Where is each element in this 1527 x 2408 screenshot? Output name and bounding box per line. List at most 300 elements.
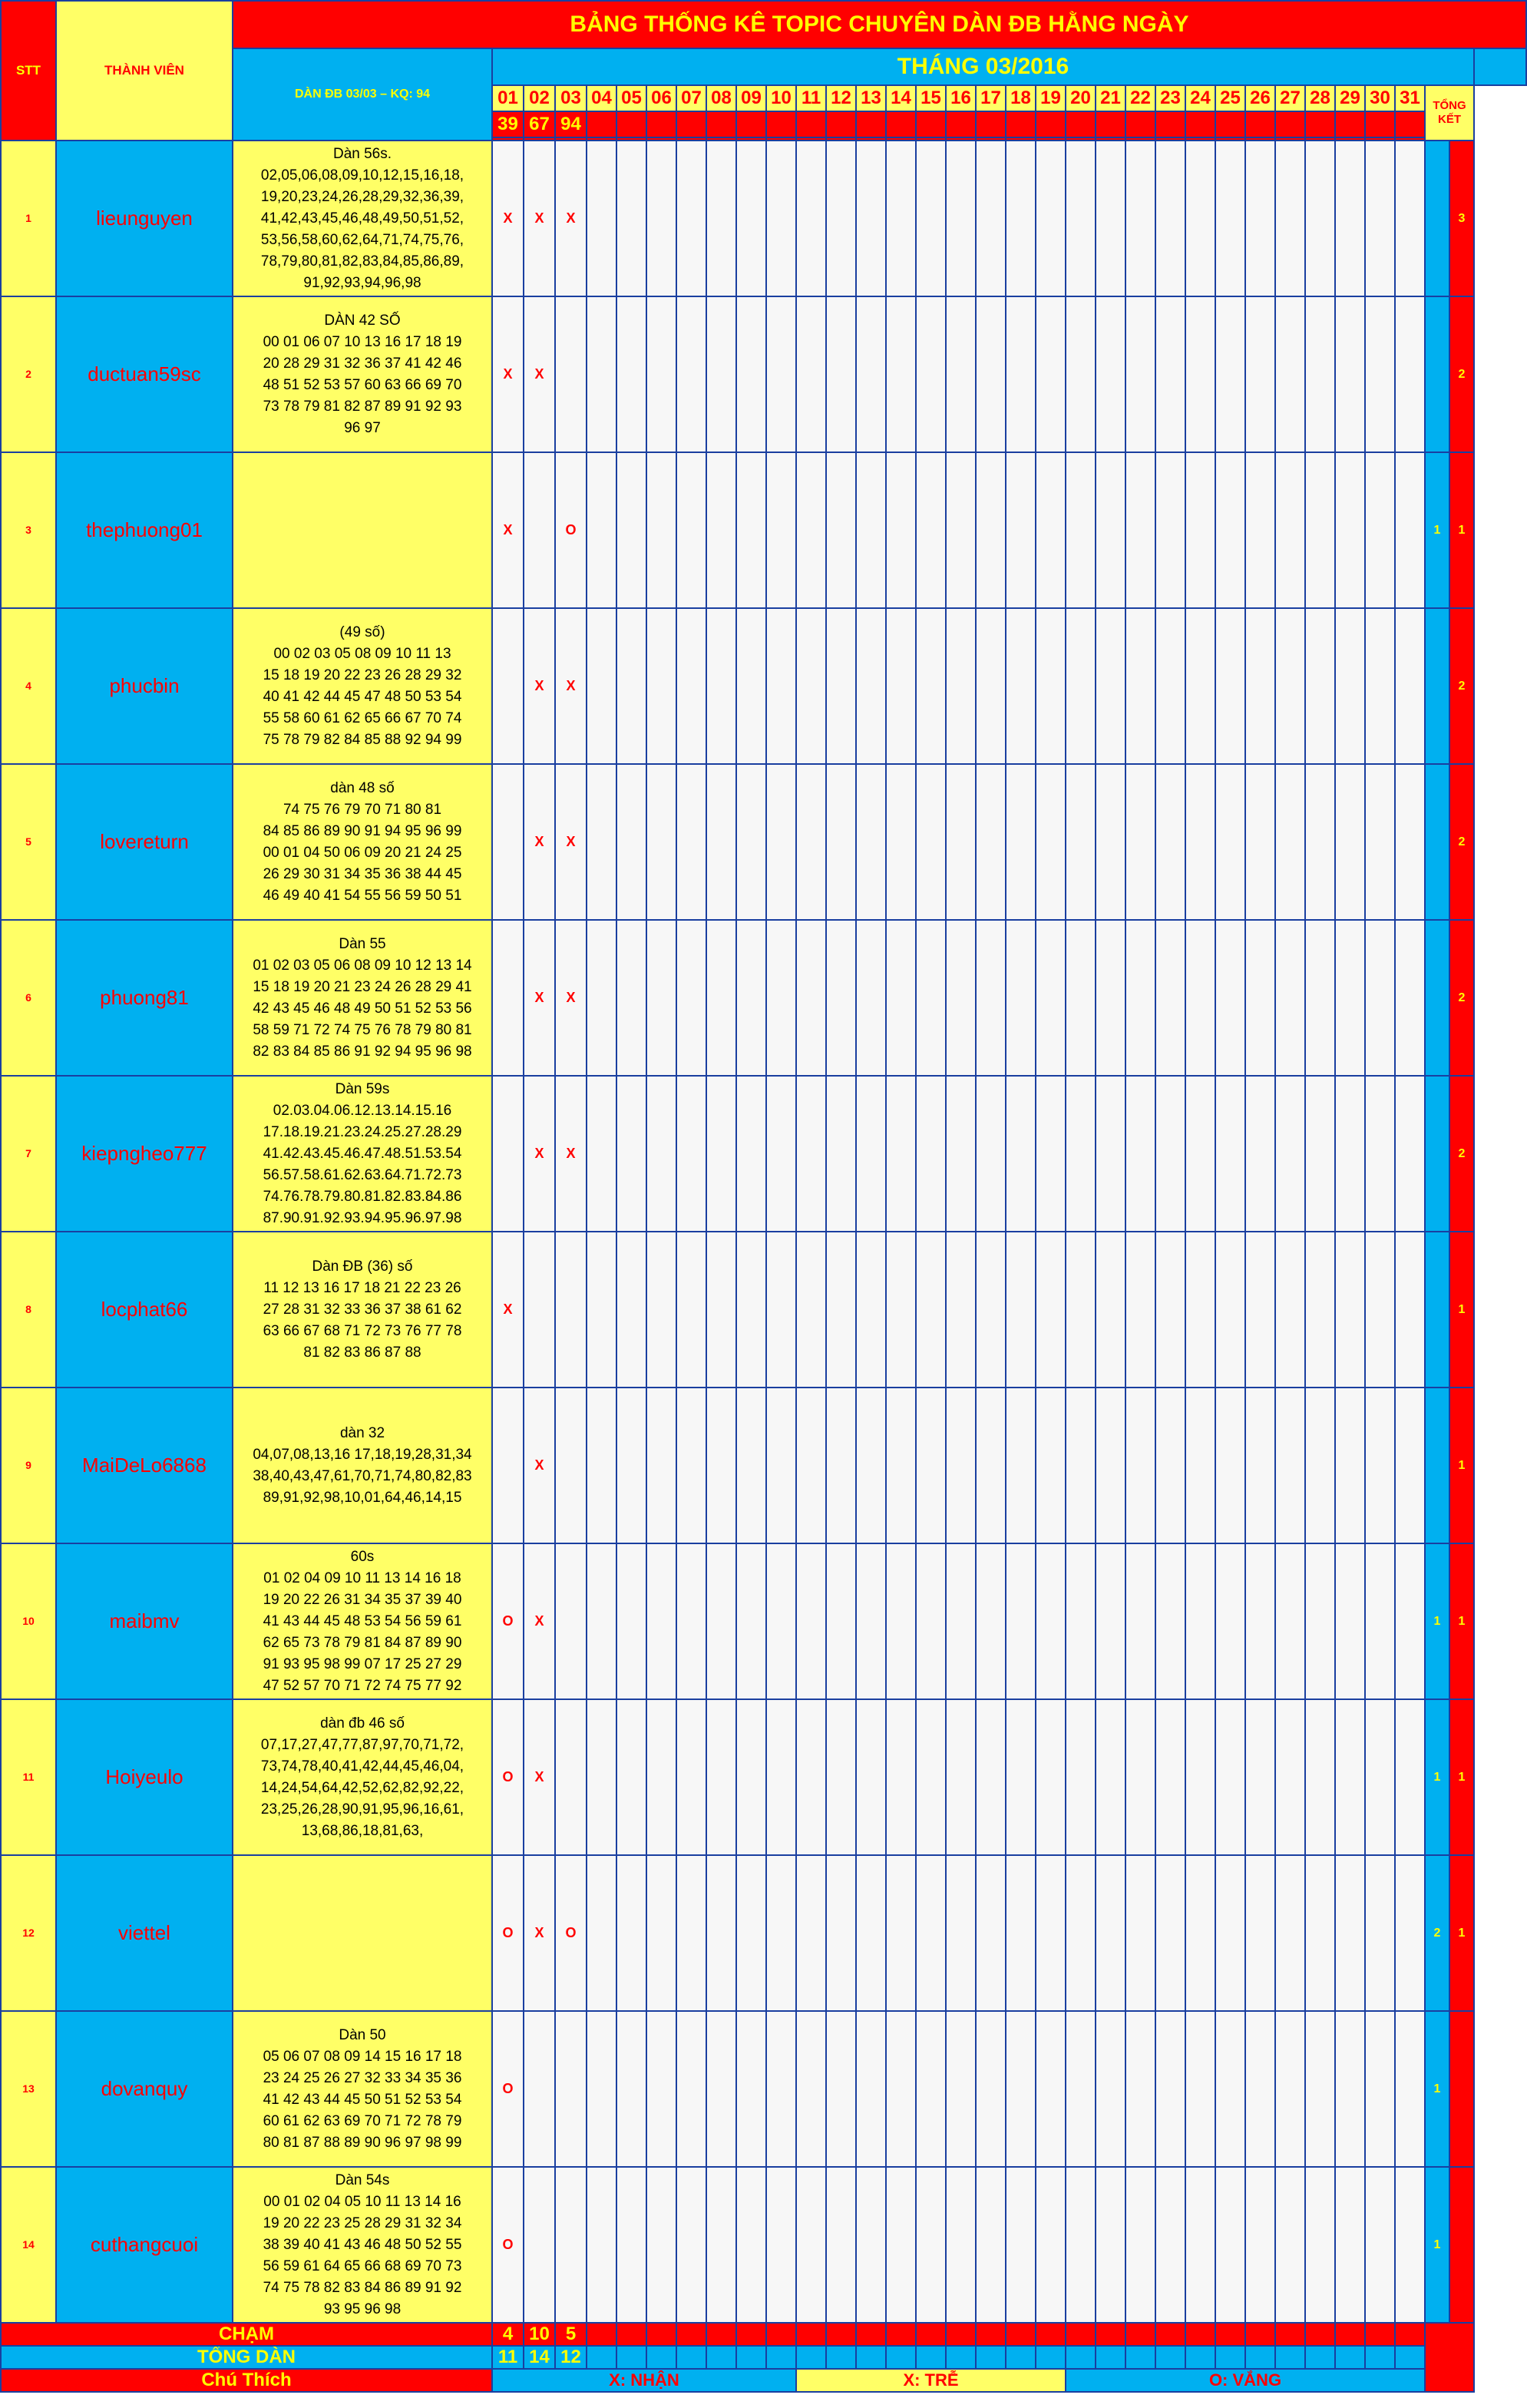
day-cell [1036,1388,1066,1543]
day-label: 13 [861,88,881,108]
day-cell [766,920,796,1076]
day-label: 25 [1220,88,1241,108]
day-cell [524,764,555,920]
day-label: 17 [980,88,1001,108]
day-cell [766,2167,796,2323]
day-cell [1395,2167,1425,2323]
day-cell [1335,452,1365,608]
day-cell [1096,452,1125,608]
day-label: 20 [1070,88,1091,108]
day-label: 21 [1100,88,1121,108]
tongdan-row-day-cell [1125,2346,1155,2369]
day-cell [886,764,916,920]
result-cell [1335,111,1365,137]
result-cell [1096,111,1125,137]
day-cell [1155,1543,1185,1699]
nhan-count: 1 [1458,1926,1466,1940]
cham-row-day-cell [886,2323,916,2346]
member-cell [56,141,233,296]
result-cell [1215,111,1245,137]
day-cell [1096,2167,1125,2323]
day-cell [766,452,796,608]
member-cell [56,920,233,1076]
day-cell [1275,1699,1305,1855]
day-cell [492,141,524,296]
cham-row-day-cell [1215,2323,1245,2346]
nhan-count: 1 [1458,1770,1466,1784]
tongdan-row-day-cell [1275,2346,1305,2369]
day-cell [1155,141,1185,296]
day-cell [1185,2011,1215,2167]
day-cell [1036,1076,1066,1232]
dan-text: Dàn 55 01 02 03 05 06 08 09 10 12 13 14 15 18 19 20 21 23 24 26 28 29 41 42 43 45 46 48 49 50 51 52 53 56 58 59 71 72 74 75 76 78 79 80 81 82 83 84 85 86 91 92 94 95 96 98 [253,935,472,1060]
day-cell [555,608,587,764]
day-cell [1036,608,1066,764]
stt-cell [1,920,56,1076]
day-cell [706,1699,736,1855]
result-cell [946,111,976,137]
day-cell [1155,1699,1185,1855]
day-cell [1305,608,1335,764]
tongdan-row-day-cell [766,2346,796,2369]
day-cell [1335,920,1365,1076]
member-row [1,141,1526,296]
member-row [1,1076,1526,1232]
day-cell [1335,764,1365,920]
day-cell [766,296,796,452]
day-cell [916,1076,946,1232]
day-mark: X [534,1146,544,1161]
stt-value: 13 [22,2082,35,2095]
member-cell [56,608,233,764]
stt-cell [1,1543,56,1699]
day-cell [706,296,736,452]
tongdan-row-value: 12 [560,2347,581,2367]
cham-row-day-cell [524,2323,555,2346]
day-cell [1365,1699,1395,1855]
day-cell [1215,2167,1245,2323]
result-value: 39 [497,114,518,134]
member-row [1,2011,1526,2167]
day-mark: X [566,210,576,226]
day-cell [1066,920,1096,1076]
nhan-count-cell [1449,296,1474,452]
day-cell [886,1855,916,2011]
day-cell [492,1855,524,2011]
day-cell [1006,1699,1036,1855]
day-cell [1155,2167,1185,2323]
day-cell [1125,1699,1155,1855]
day-cell [1185,296,1215,452]
day-cell [766,1388,796,1543]
result-cell [826,111,856,137]
day-cell [1245,1076,1275,1232]
day-cell [676,764,706,920]
day-cell [1006,452,1036,608]
cham-row-day-cell [676,2323,706,2346]
vang-count: 1 [1433,2238,1441,2251]
day-cell [1335,296,1365,452]
member-cell [56,1699,233,1855]
result-cell [1125,111,1155,137]
day-cell [916,1855,946,2011]
day-cell [1006,1232,1036,1388]
day-cell [1245,1855,1275,2011]
day-cell [616,2011,646,2167]
day-cell [1395,2011,1425,2167]
day-cell [1036,452,1066,608]
day-cell [1335,1543,1365,1699]
legend-row [1,2369,1526,2392]
nhan-count-cell [1449,764,1474,920]
day-cell [736,452,766,608]
stt-value: 7 [25,1146,31,1159]
day-cell [826,2167,856,2323]
day-cell [646,1699,676,1855]
legend-nhan: X: NHẬN [609,2370,679,2390]
stt-value: 1 [25,211,31,224]
day-cell [492,1699,524,1855]
day-cell [1305,1855,1335,2011]
nhan-count-cell [1449,2167,1474,2323]
day-cell [1245,764,1275,920]
day-cell [856,141,886,296]
day-cell [1096,608,1125,764]
day-cell [587,452,616,608]
day-cell [1066,2011,1096,2167]
nhan-count: 2 [1458,367,1466,381]
day-cell [976,920,1006,1076]
tongdan-row-label-cell [1,2346,492,2369]
day-cell [524,920,555,1076]
day-cell [1305,764,1335,920]
day-cell [555,2167,587,2323]
day-cell [796,608,826,764]
day-cell [587,296,616,452]
day-cell [524,141,555,296]
member-name: phuong81 [100,986,189,1009]
day-cell [587,764,616,920]
day-label: 19 [1040,88,1061,108]
member-name: viettel [118,1921,170,1944]
member-row [1,608,1526,764]
member-cell [56,764,233,920]
day-cell [492,1543,524,1699]
day-label: 01 [497,88,518,108]
day-cell [946,296,976,452]
day-cell [587,2011,616,2167]
day-mark: O [565,522,577,538]
stt-cell [1,1232,56,1388]
day-cell [646,1855,676,2011]
day-cell [1245,608,1275,764]
day-cell [676,1388,706,1543]
tongdan-row-label: TỔNG DÀN [197,2347,296,2367]
day-cell [646,2167,676,2323]
day-cell [555,1855,587,2011]
day-cell [676,1699,706,1855]
day-cell [616,1388,646,1543]
day-cell [676,608,706,764]
day-cell [1185,141,1215,296]
vang-count-cell [1425,452,1449,608]
day-cell [1066,296,1096,452]
vang-count: 1 [1433,1770,1441,1784]
dan-cell [233,452,492,608]
day-cell [676,452,706,608]
day-cell [616,1076,646,1232]
stt-cell [1,296,56,452]
cham-row-day-cell [1245,2323,1275,2346]
day-cell [1125,1855,1155,2011]
tongdan-row-day-cell [1006,2346,1036,2369]
cham-row-label-cell [1,2323,492,2346]
legend-tre: X: TRỄ [903,2370,959,2390]
cham-row-value: 5 [565,2324,577,2344]
dan-cell [233,2167,492,2323]
cham-row-value: 10 [529,2324,550,2344]
dan-text: Dàn 59s 02.03.04.06.12.13.14.15.16 17.18.19.21.23.24.25.27.28.29 41.42.43.45.46.47.48.51.53.54 56.57.58.61.62.63.64.71.72.73 74.76.78.79.80.81.82.83.84.86 87.90.91.92.93.94.95.96.97.98 [263,1080,462,1226]
result-cell [856,111,886,137]
stt-value: 12 [22,1926,35,1939]
stt-cell [1,2167,56,2323]
day-cell [1215,1855,1245,2011]
day-cell [1096,764,1125,920]
dan-cell [233,1543,492,1699]
member-name: phucbin [109,674,180,697]
day-cell [1305,1543,1335,1699]
day-cell [856,2167,886,2323]
result-cell [766,111,796,137]
day-header [1185,85,1215,111]
day-cell [1006,1076,1036,1232]
member-name: MaiDeLo6868 [82,1454,207,1477]
day-cell [1305,1699,1335,1855]
day-cell [1365,1388,1395,1543]
day-cell [1365,2167,1395,2323]
result-cell [706,111,736,137]
result-cell [916,111,946,137]
day-mark: O [502,1769,514,1784]
day-cell [1036,141,1066,296]
stt-cell [1,1855,56,2011]
cham-row [1,2323,1526,2346]
day-label: 31 [1400,88,1420,108]
result-cell [886,111,916,137]
day-header [1335,85,1365,111]
day-cell [946,141,976,296]
day-cell [1275,1855,1305,2011]
day-cell [616,2167,646,2323]
vang-count-cell [1425,2167,1449,2323]
day-label: 12 [831,88,851,108]
tongdan-row-day-cell [1185,2346,1215,2369]
day-cell [976,1699,1006,1855]
member-cell [56,2167,233,2323]
day-cell [856,2011,886,2167]
nhan-count: 1 [1458,1302,1466,1316]
day-cell [856,1855,886,2011]
cham-row-day-cell [736,2323,766,2346]
day-cell [524,296,555,452]
day-cell [616,1543,646,1699]
day-cell [916,296,946,452]
day-cell [946,1543,976,1699]
day-cell [976,1232,1006,1388]
day-cell [826,1232,856,1388]
dan-text: dàn 32 04,07,08,13,16 17,18,19,28,31,34 38,40,43,47,61,70,71,74,80,82,83 89,91,92,98,10,01,64,46,14,15 [253,1424,472,1506]
day-cell [1365,452,1395,608]
day-header [555,85,587,111]
day-header [826,85,856,111]
legend-nhan-cell [492,2369,796,2392]
day-cell [616,1855,646,2011]
vang-count-cell [1425,1543,1449,1699]
day-header [1275,85,1305,111]
day-cell [886,2167,916,2323]
vang-count-cell [1425,1232,1449,1388]
nhan-count-cell [1449,1388,1474,1543]
day-cell [1365,2011,1395,2167]
cham-row-day-cell [555,2323,587,2346]
stt-value: 4 [25,679,31,692]
day-cell [1185,1232,1215,1388]
day-cell [616,608,646,764]
day-cell [946,608,976,764]
day-mark: X [534,1925,544,1940]
day-cell [587,1076,616,1232]
day-mark: X [503,210,513,226]
day-cell [587,141,616,296]
day-cell [856,1232,886,1388]
tongdan-row-day-cell [646,2346,676,2369]
day-cell [676,1232,706,1388]
day-cell [856,1699,886,1855]
nhan-count-cell [1449,452,1474,608]
day-cell [1006,141,1036,296]
day-cell [706,1855,736,2011]
day-label: 05 [621,88,642,108]
day-cell [587,608,616,764]
tongdan-row-day-cell [886,2346,916,2369]
day-mark: X [566,1146,576,1161]
day-cell [1365,1855,1395,2011]
day-cell [1275,296,1305,452]
day-cell [886,1076,916,1232]
day-cell [1215,141,1245,296]
stt-cell [1,764,56,920]
summary-header-label: TỔNG KẾT [1433,99,1466,126]
day-cell [524,1543,555,1699]
day-cell [587,1232,616,1388]
result-cell [676,111,706,137]
member-row [1,764,1526,920]
day-label: 09 [741,88,762,108]
vang-count: 1 [1433,2082,1441,2095]
dan-cell [233,608,492,764]
day-header [796,85,826,111]
dan-header [233,48,492,141]
day-cell [1006,608,1036,764]
day-label: 07 [681,88,702,108]
day-cell [1155,1855,1185,2011]
day-cell [796,452,826,608]
dan-text: 60s 01 02 04 09 10 11 13 14 16 18 19 20 22 26 31 34 35 37 39 40 41 43 44 45 48 53 54 56 59 61 62 65 73 78 79 81 84 87 89 90 91 93 95 98 99 07 17 25 27 29 47 52 57 70 71 72 74 75 77 92 [263,1548,462,1694]
day-cell [1305,1076,1335,1232]
day-cell [587,1855,616,2011]
day-cell [1275,2011,1305,2167]
legend-title: Chú Thích [201,2370,292,2390]
result-cell [1066,111,1096,137]
day-cell [946,1388,976,1543]
dan-cell [233,1232,492,1388]
summary-header [1425,85,1474,141]
day-cell [1335,1388,1365,1543]
nhan-count-cell [1449,1543,1474,1699]
day-cell [1096,1388,1125,1543]
day-mark: X [503,366,513,382]
nhan-count-cell [1449,608,1474,764]
day-cell [886,1543,916,1699]
cham-row-day-cell [1125,2323,1155,2346]
day-cell [886,296,916,452]
day-cell [1036,2011,1066,2167]
day-cell [946,2167,976,2323]
day-cell [492,452,524,608]
day-cell [555,1388,587,1543]
stt-value: 6 [25,991,31,1004]
day-cell [1096,2011,1125,2167]
day-cell [1335,1699,1365,1855]
member-row [1,1232,1526,1388]
day-cell [826,608,856,764]
day-cell [646,1388,676,1543]
member-row [1,296,1526,452]
day-cell [1395,920,1425,1076]
day-cell [826,764,856,920]
day-cell [1395,296,1425,452]
day-cell [1066,2167,1096,2323]
day-cell [1096,1699,1125,1855]
tongdan-row-day-cell [1215,2346,1245,2369]
stt-cell [1,141,56,296]
day-cell [826,1388,856,1543]
day-cell [1096,141,1125,296]
result-cell [796,111,826,137]
day-cell [826,141,856,296]
day-cell [1125,1076,1155,1232]
day-header [976,85,1006,111]
vang-count-cell [1425,764,1449,920]
day-cell [646,296,676,452]
stt-cell [1,608,56,764]
day-cell [766,1232,796,1388]
day-cell [524,1699,555,1855]
month-header [492,48,1474,85]
dan-text: DÀN 42 SỐ 00 01 06 07 10 13 16 17 18 19 20 28 29 31 32 36 37 41 42 46 48 51 52 53 57 60 63 66 69 70 73 78 79 81 82 87 89 91 92 93 96 97 [263,312,462,436]
cham-row-day-cell [1305,2323,1335,2346]
day-cell [736,1076,766,1232]
day-cell [492,296,524,452]
day-cell [706,764,736,920]
tongdan-row-day-cell [796,2346,826,2369]
day-cell [1275,1232,1305,1388]
day-cell [1185,2167,1215,2323]
day-cell [1066,1699,1096,1855]
day-cell [1395,1855,1425,2011]
dan-cell [233,296,492,452]
member-row [1,1388,1526,1543]
